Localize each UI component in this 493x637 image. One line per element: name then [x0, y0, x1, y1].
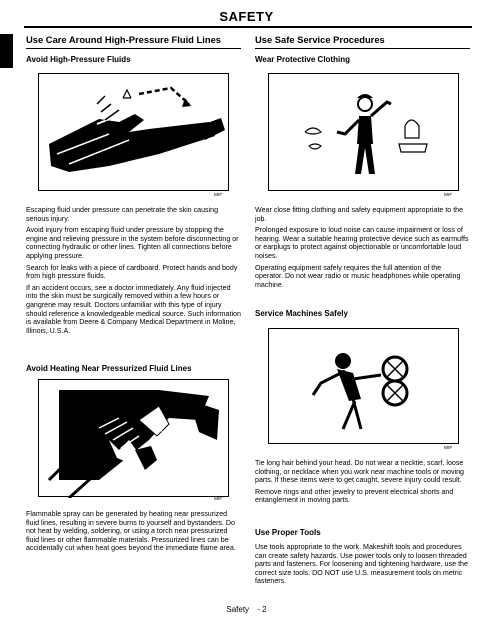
subheading-high-pressure-fluids: Avoid High-Pressure Fluids	[26, 55, 131, 64]
paragraph: If an accident occurs, see a doctor immediately. Any fluid injected into the skin must be surgically removed within a few hours or gangrene may result. Doctors unfamiliar with this type of injury should reference a knowledgeable medical source. Such information is available from Deere & Company Medical Department in Moline, Illinois, U.S.A.	[26, 283, 241, 335]
section-title-fluid-lines: Use Care Around High-Pressure Fluid Lines	[26, 34, 241, 49]
torch-flame-icon	[39, 380, 230, 498]
fluid-injection-hand-icon	[39, 74, 230, 192]
left-body-text-2	[26, 510, 242, 553]
paragraph: Operating equipment safely requires the full attention of the operator. Do not wear radio or music headphones while operating machine.	[255, 263, 461, 289]
paragraph: Use tools appropriate to the work. Makeshift tools and procedures can create safety hazards. Use power tools only to loosen threaded parts and fasteners. For loosening and tightening hardware, use the correct size tools. DO NOT use U.S. measurement tools on metric fasteners.	[255, 543, 468, 586]
flame-near-line-illustration	[38, 379, 229, 497]
paragraph: Search for leaks with a piece of cardboard. Protect hands and body from high pressure fluids.	[26, 263, 238, 281]
page-footer	[0, 605, 493, 614]
person-caught-in-gears-icon	[269, 329, 460, 445]
footer-section: Safety	[226, 605, 250, 614]
worker-with-gear-icon	[269, 74, 460, 192]
subheading-heating-near-lines: Avoid Heating Near Pressurized Fluid Lines	[26, 364, 192, 373]
protective-clothing-illustration	[268, 73, 459, 191]
left-body-text-1	[26, 206, 242, 335]
page-title: SAFETY	[219, 9, 274, 24]
paragraph: Wear close fitting clothing and safety equipment appropriate to the job.	[255, 206, 464, 223]
right-body-text-1	[255, 206, 471, 289]
subheading-protective-clothing: Wear Protective Clothing	[255, 55, 350, 64]
paragraph: Remove rings and other jewelry to prevent electrical shorts and entanglement in moving parts.	[255, 487, 454, 505]
paragraph: Flammable spray can be generated by heating near pressurized fluid lines, resulting in severe burns to yourself and bystanders. Do not heat by welding, soldering, or using a torch near pressurized fluid lines or other flammable materials. Pressurized lines can be accidentally cut when heat goes beyond the immediate flame area.	[26, 510, 236, 553]
right-body-text-2	[255, 459, 471, 505]
entanglement-hazard-illustration	[268, 328, 459, 444]
subheading-service-machines: Service Machines Safely	[255, 309, 348, 318]
figure-code: MIF	[444, 446, 453, 451]
paragraph: Avoid injury from escaping fluid under pressure by stopping the engine and relieving pressure in the system before disconnecting or connecting hydraulic or other lines. Tighten all connections before applying pressure.	[26, 226, 239, 260]
header-rule	[24, 26, 472, 28]
paragraph: Tie long hair behind your head. Do not wear a necktie, scarf, loose clothing, or necklace when you work near machine tools or moving parts. If these items were to get caught, severe injury could result.	[255, 459, 464, 485]
figure-code: MIF	[214, 497, 223, 502]
paragraph: Prolonged exposure to loud noise can cause impairment or loss of hearing. Wear a suitable hearing protective device such as earmuffs or earplugs to protect against objectionable or uncomfortable loud noises.	[255, 226, 469, 260]
left-column	[26, 34, 241, 64]
figure-code: MIF	[214, 193, 223, 198]
subheading-proper-tools: Use Proper Tools	[255, 528, 321, 537]
page-number: - 2	[257, 605, 267, 614]
section-edge-tab	[0, 34, 13, 68]
paragraph: Escaping fluid under pressure can penetrate the skin causing serious injury.	[26, 206, 219, 223]
high-pressure-fluid-illustration	[38, 73, 229, 191]
right-column	[255, 34, 470, 64]
section-title-safe-service: Use Safe Service Procedures	[255, 34, 470, 49]
figure-code: MIF	[444, 193, 453, 198]
right-body-text-3	[255, 543, 471, 586]
